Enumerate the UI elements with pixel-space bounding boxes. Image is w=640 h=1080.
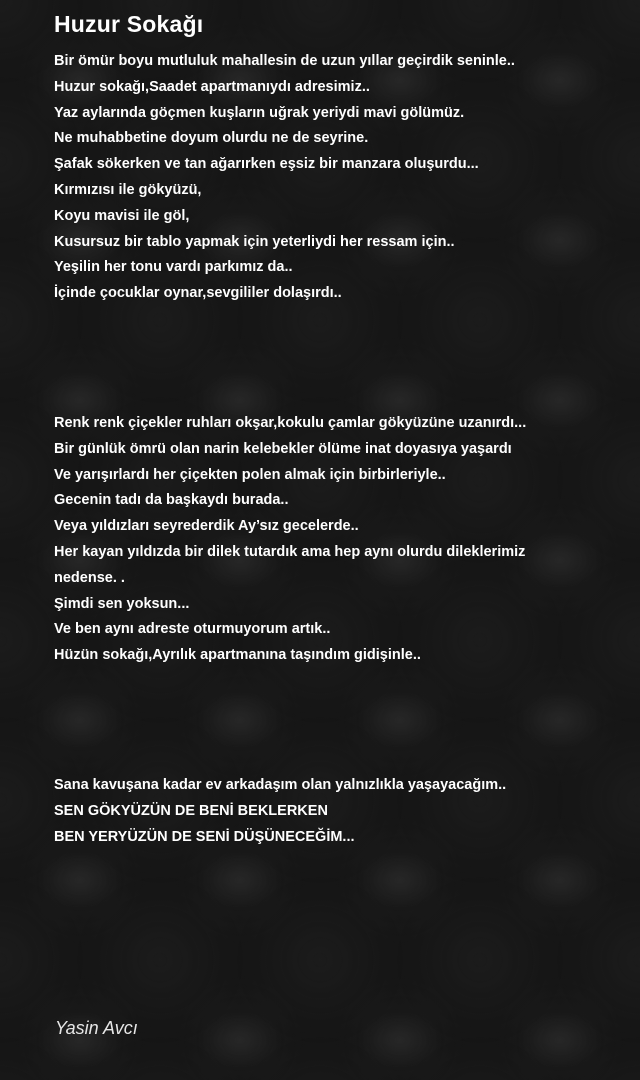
poem-line: Yeşilin her tonu vardı parkımız da..	[54, 259, 293, 276]
poem-line: Ne muhabbetine doyum olurdu ne de seyrine.	[54, 130, 369, 147]
poem-author: Yasin Avcı	[55, 1018, 138, 1038]
poem-line: Yaz aylarında göçmen kuşların uğrak yeriydi mavi gölümüz.	[54, 104, 465, 121]
poem-title: Huzur Sokağı	[54, 11, 204, 37]
poem-line: Huzur sokağı,Saadet apartmanıydı adresimiz..	[54, 78, 370, 95]
poem-line: Şimdi sen yoksun...	[54, 595, 190, 612]
poem-line: Sana kavuşana kadar ev arkadaşım olan yalnızlıkla yaşayacağım..	[54, 777, 507, 793]
poem-line: Gecenin tadı da başkaydı burada..	[54, 492, 289, 509]
stanza-1	[54, 49, 629, 307]
poem-line: SEN GÖKYÜZÜN DE BENİ BEKLERKEN	[54, 802, 328, 819]
poem-line: İçinde çocuklar oynar,sevgililer dolaşırdı..	[54, 285, 342, 302]
poem-line: BEN YERYÜZÜN DE SENİ DÜŞÜNECEĞİM...	[54, 828, 355, 845]
poem-line: Renk renk çiçekler ruhları okşar,kokulu çamlar gökyüzüne uzanırdı...	[54, 415, 527, 431]
stanza-2	[54, 411, 629, 669]
poem-line: Ve yarışırlardı her çiçekten polen almak için birbirleriyle..	[54, 466, 446, 483]
poem-line: Bir günlük ömrü olan narin kelebekler ölüme inat doyasıya yaşardı	[54, 440, 512, 457]
poem-line: Şafak sökerken ve tan ağarırken eşsiz bir manzara oluşurdu...	[54, 156, 479, 173]
poem-line: Koyu mavisi ile göl,	[54, 207, 190, 224]
poem-line: Her kayan yıldızda bir dilek tutardık ama hep aynı olurdu dileklerimiz	[54, 543, 526, 560]
poem-line: Bir ömür boyu mutluluk mahallesin de uzun yıllar geçirdik seninle..	[54, 53, 515, 69]
poem-line: Veya yıldızları seyrederdik Ay’sız gecelerde..	[54, 518, 359, 535]
poem-line: Kusursuz bir tablo yapmak için yeterliydi her ressam için..	[54, 233, 455, 250]
poem-line: Ve ben aynı adreste oturmuyorum artık..	[54, 621, 331, 638]
poem-line: Kırmızısı ile gökyüzü,	[54, 181, 202, 198]
poem-line: Hüzün sokağı,Ayrılık apartmanına taşındım gidişinle..	[54, 647, 421, 664]
stanza-3	[54, 773, 629, 850]
poem-line: nedense. .	[54, 569, 125, 586]
